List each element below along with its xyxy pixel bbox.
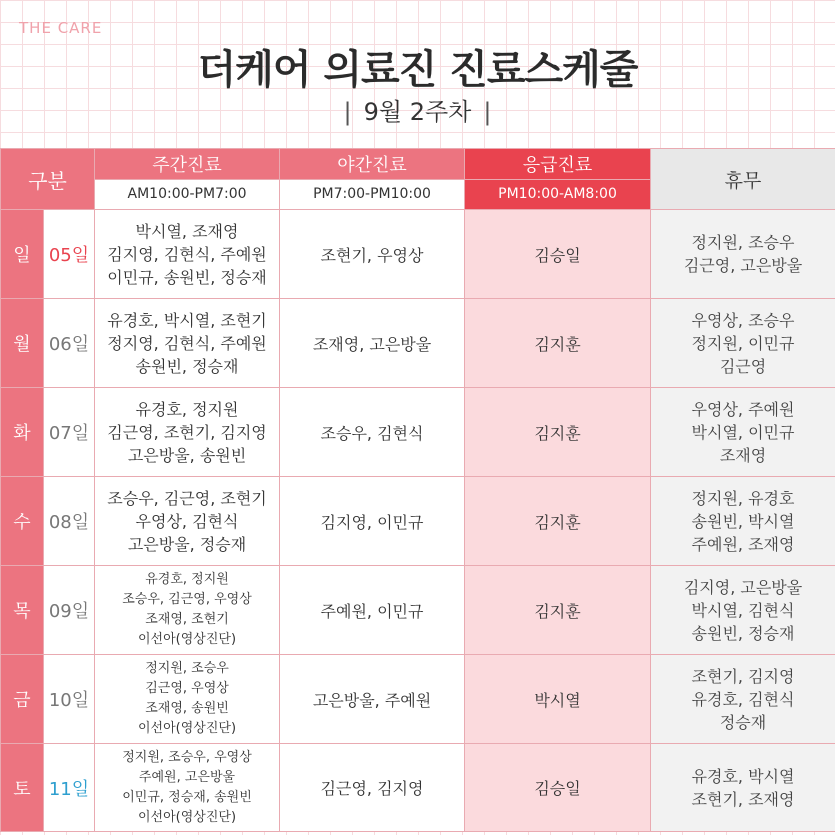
doctor-line: 정지원, 조승우 [145,661,229,676]
emergency-cell: 김승일 [465,744,651,832]
doctor-line: 송원빈, 정승재 [135,356,239,376]
off-duty-cell [651,210,835,299]
doctor-line: 김근영, 조현기, 김지영 [107,422,267,442]
doctor-line: 조승우, 김근영, 우영상 [122,592,252,607]
header-emergency-clinic: 응급진료 [465,149,651,180]
emergency-cell: 김지훈 [465,388,651,477]
doctor-line: 김근영 [719,356,767,376]
header-emergency-time: PM10:00-AM8:00 [465,179,651,210]
doctor-line: 고은방울, 송원빈 [127,445,247,465]
off-duty-cell [651,566,835,655]
header-gubun: 구분 [1,149,95,210]
off-duty-cell [651,388,835,477]
doctor-line: 유경호, 박시열 [691,766,795,786]
night-clinic-cell: 주예원, 이민규 [280,566,465,655]
doctor-line: 박시열, 김현식 [691,600,795,620]
doctor-line: 정지원, 조승우 [691,233,795,252]
doctor-line: 조현기, 조재영 [691,789,795,809]
doctor-line: 이민규, 송원빈, 정승재 [107,267,267,287]
table-row [1,210,835,299]
emergency-cell: 김승일 [465,210,651,299]
doctor-line: 유경호, 정지원 [135,399,239,419]
weekday-cell: 일 [1,210,44,299]
doctor-line: 조승우, 김근영, 조현기 [107,488,267,508]
doctor-line: 김근영, 우영상 [145,681,229,696]
doctor-line: 유경호, 김현식 [691,689,795,709]
doctor-line: 조재영, 송원빈 [145,701,229,716]
doctor-line: 주예원, 고은방울 [138,769,236,785]
day-clinic-cell [95,477,280,566]
doctor-line: 이선아(영상진단) [137,721,237,736]
page-subtitle [0,92,835,127]
off-duty-cell [651,299,835,388]
subtitle-divider-left: | [343,98,352,126]
subtitle-divider-right: | [483,98,492,126]
date-cell: 07일 [44,388,95,477]
table-row [1,388,835,477]
weekday-cell: 목 [1,566,44,655]
day-clinic-cell [95,566,280,655]
emergency-cell: 김지훈 [465,477,651,566]
brand-logo-text: THE CARE [19,19,103,37]
doctor-line: 유경호, 정지원 [145,572,229,587]
weekday-cell: 금 [1,655,44,744]
off-duty-cell [651,744,835,832]
doctor-line: 우영상, 조승우 [691,310,795,330]
doctor-line: 이선아(영상진단) [137,632,237,647]
doctor-line: 조재영, 조현기 [145,612,229,627]
night-clinic-cell: 김지영, 이민규 [280,477,465,566]
emergency-cell: 김지훈 [465,299,651,388]
doctor-line: 김지영, 김현식, 주예원 [107,244,267,264]
weekday-cell: 월 [1,299,44,388]
date-cell: 05일 [44,210,95,299]
weekday-cell: 화 [1,388,44,477]
doctor-line: 조현기, 김지영 [691,666,795,686]
night-clinic-cell: 조현기, 우영상 [280,210,465,299]
day-clinic-cell [95,299,280,388]
off-duty-cell [651,477,835,566]
doctor-line: 주예원, 조재영 [691,534,795,554]
doctor-line: 박시열, 조재영 [135,221,239,241]
day-clinic-cell [95,210,280,299]
night-clinic-cell: 고은방울, 주예원 [280,655,465,744]
page-title: 더케어 의료진 진료스케줄 [197,47,638,93]
schedule-table [0,148,835,832]
header-night-time: PM7:00-PM10:00 [280,179,465,210]
doctor-line: 정지원, 유경호 [691,488,795,508]
week-label: 9월 2주차 [363,98,472,126]
weekday-cell: 토 [1,744,44,832]
doctor-line: 박시열, 이민규 [691,422,795,442]
table-row [1,744,835,832]
weekday-cell: 수 [1,477,44,566]
date-cell: 09일 [44,566,95,655]
emergency-cell: 박시열 [465,655,651,744]
header-day-time: AM10:00-PM7:00 [95,179,280,210]
night-clinic-cell: 조재영, 고은방울 [280,299,465,388]
doctor-line: 이선아(영상진단) [137,809,237,825]
doctor-line: 유경호, 박시열, 조현기 [107,310,267,330]
doctor-line: 송원빈, 박시열 [691,511,795,531]
emergency-cell: 김지훈 [465,566,651,655]
doctor-line: 이민규, 정승재, 송원빈 [122,789,252,805]
doctor-line: 우영상, 김현식 [135,511,239,531]
header-night-clinic: 야간진료 [280,149,465,180]
doctor-line: 송원빈, 정승재 [691,623,795,643]
doctor-line: 정지원, 조승우, 우영상 [122,749,252,765]
doctor-line: 정지영, 김현식, 주예원 [107,333,267,353]
doctor-line: 조재영 [719,445,767,465]
date-cell: 10일 [44,655,95,744]
doctor-line: 우영상, 주예원 [691,399,795,419]
doctor-line: 고은방울, 정승재 [127,534,247,554]
table-row [1,655,835,744]
night-clinic-cell: 조승우, 김현식 [280,388,465,477]
day-clinic-cell [95,744,280,832]
header-off-duty: 휴무 [651,149,835,210]
table-row [1,299,835,388]
doctor-line: 정지원, 이민규 [691,333,795,353]
night-clinic-cell: 김근영, 김지영 [280,744,465,832]
doctor-line: 김지영, 고은방울 [683,577,803,597]
date-cell: 08일 [44,477,95,566]
header-day-clinic: 주간진료 [95,149,280,180]
date-cell: 06일 [44,299,95,388]
off-duty-cell [651,655,835,744]
doctor-line: 정승재 [719,712,767,732]
table-row [1,566,835,655]
table-row [1,477,835,566]
day-clinic-cell [95,388,280,477]
date-cell: 11일 [44,744,95,832]
day-clinic-cell [95,655,280,744]
doctor-line: 김근영, 고은방울 [683,256,803,275]
